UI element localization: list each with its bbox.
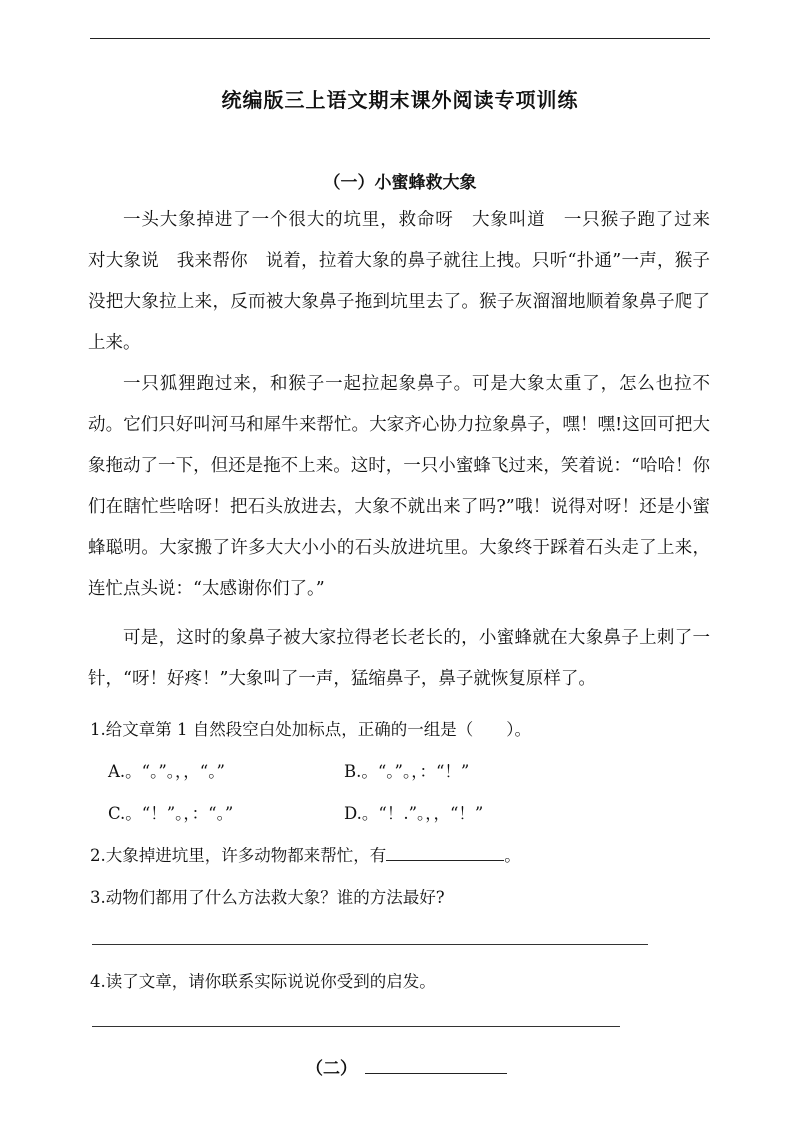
option-a[interactable]: A.。“。”。，，“。” [108,762,225,781]
section1-heading: （一）小蜜蜂救大象 [323,173,477,193]
question-2 [90,842,521,866]
question-3: 3.动物们都用了什么方法救大象？谁的方法最好? [90,888,445,907]
question-2-text: 2.大象掉进坑里，许多动物都来帮忙，有 [90,846,387,865]
paragraph-2: 一只狐狸跑过来，和猴子一起拉起象鼻子。可是大象太重了，怎么也拉不动。它们只好叫河马和犀牛来帮忙。大家齐心协力拉象鼻子，嘿！嘿!这回可把大象拖动了一下，但还是拖不上来。这时，一只小蜜蜂飞过来，笑着说：“哈哈！你们在瞎忙些啥呀！把石头放进去，大象不就出来了吗?”哦！说得对呀！还是小蜜蜂聪明。大家搬了许多大大小小的石头放进坑里。大象终于踩着石头走了上来，连忙点头说：“太感谢你们了。” [88,374,710,599]
question-3-answer-line[interactable] [92,944,648,945]
question-1: 1.给文章第 1 自然段空白处加标点，正确的一组是（ ）。 [90,720,531,739]
paragraph-1: 一头大象掉进了一个很大的坑里，救命呀 大象叫道 一只猴子跑了过来 对大象说 我来帮你 说着，拉着大象的鼻子就往上拽。只听“扑通”一声，猴子没把大象拉上来，反而被大象鼻子拖到坑里去了。猴子灰溜溜地顺着象鼻子爬了上来。 [88,210,728,353]
option-d[interactable]: D.。“！.”。，，“！” [344,804,484,823]
question-2-end: 。 [504,846,521,865]
question-4-answer-line[interactable] [92,1026,620,1027]
question-4: 4.读了文章，请你联系实际说说你受到的启发。 [90,972,436,991]
section2-heading [306,1054,507,1079]
section2-title-blank[interactable] [365,1057,507,1074]
option-c[interactable]: C.。“！”。，：“。” [108,804,234,823]
question-2-answer-blank[interactable] [386,846,504,861]
section2-label: （二） [306,1059,357,1079]
top-rule [90,38,710,39]
option-b[interactable]: B.。“。”。，：“！” [344,762,470,781]
page-title: 统编版三上语文期末课外阅读专项训练 [221,88,579,112]
paragraph-3: 可是，这时的象鼻子被大家拉得老长老长的，小蜜蜂就在大象鼻子上刺了一针，“呀！好疼！”大象叫了一声，猛缩鼻子，鼻子就恢复原样了。 [88,628,710,689]
